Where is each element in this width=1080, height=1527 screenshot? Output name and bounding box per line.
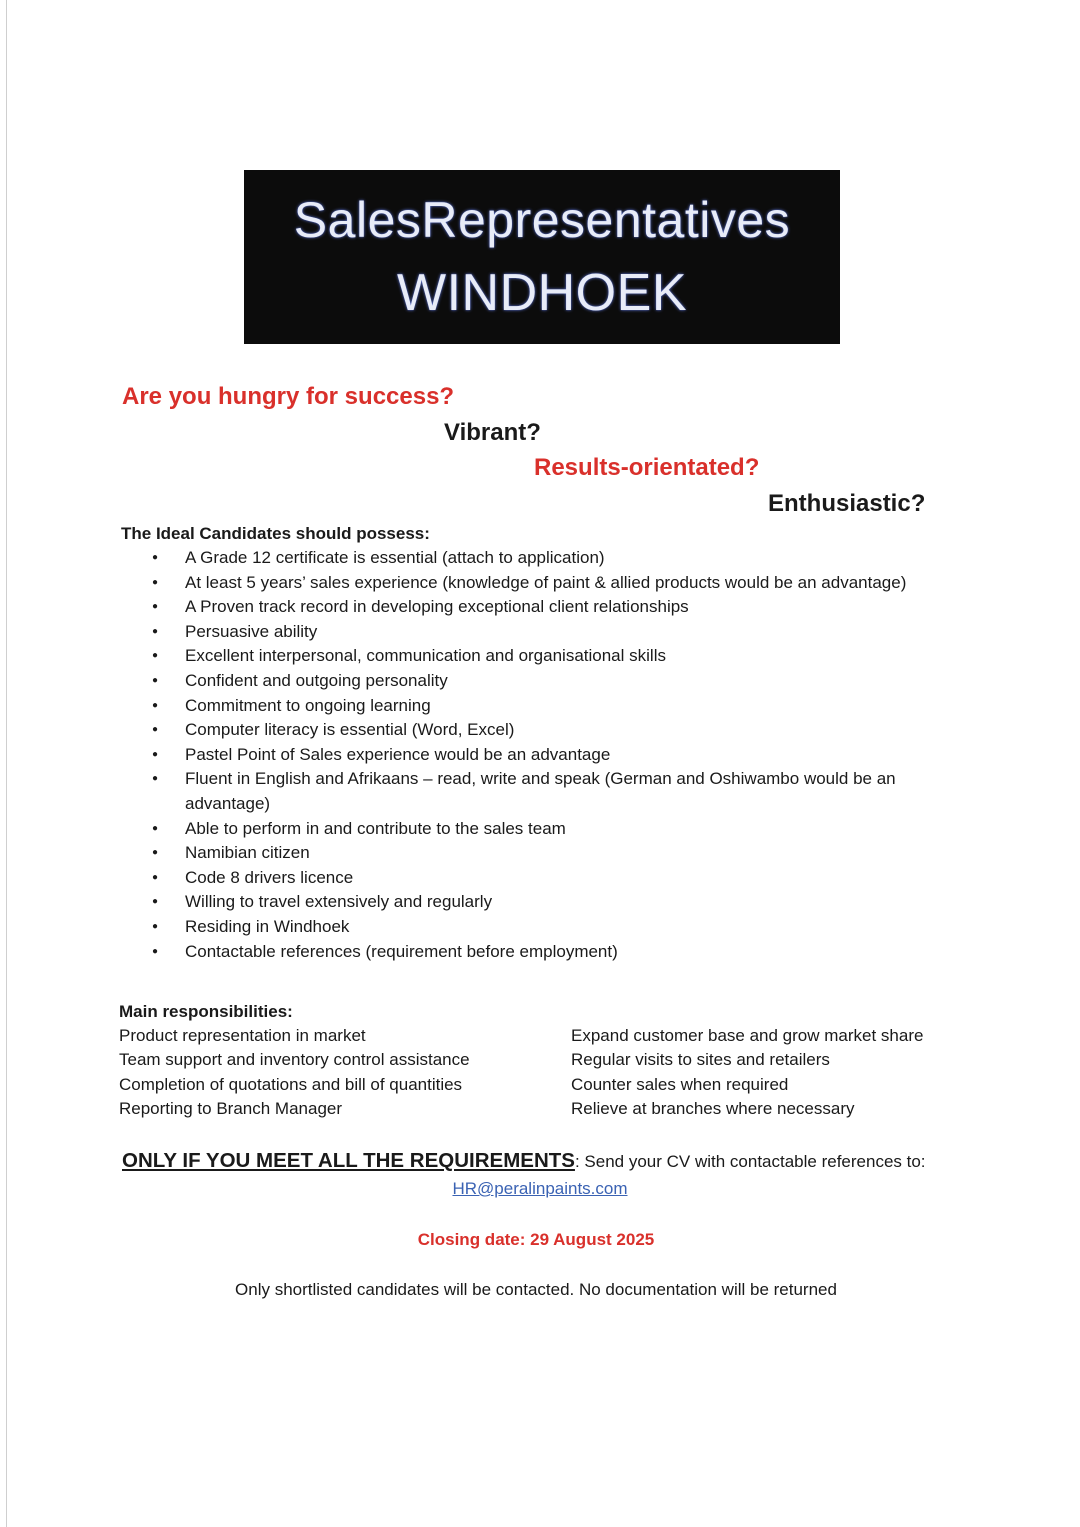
- application-instruction: [122, 1149, 926, 1173]
- list-item: ● Pastel Point of Sales experience would be an advantage: [150, 743, 970, 768]
- list-item: ● At least 5 years’ sales experience (knowledge of paint & allied products would be an advantage): [150, 571, 970, 596]
- title-banner: [244, 170, 840, 344]
- list-item: ● Commitment to ongoing learning: [150, 694, 970, 719]
- email-link[interactable]: HR@peralinpaints.com: [452, 1179, 628, 1198]
- list-item: ● Namibian citizen: [150, 841, 970, 866]
- list-item: Counter sales when required: [571, 1074, 789, 1094]
- requirements-heading: The Ideal Candidates should possess:: [121, 524, 430, 543]
- list-item: ● Code 8 drivers licence: [150, 866, 970, 891]
- list-item: ● Contactable references (requirement before employment): [150, 940, 970, 965]
- question-enthusiastic: Enthusiastic?: [768, 490, 926, 517]
- requirements-list: [150, 546, 970, 964]
- responsibilities-right-column: [571, 1024, 923, 1122]
- responsibilities-heading: Main responsibilities:: [119, 1002, 293, 1021]
- list-item: ● Willing to travel extensively and regularly: [150, 890, 970, 915]
- footer-note: Only shortlisted candidates will be contacted. No documentation will be returned: [235, 1280, 837, 1299]
- list-item: ● Excellent interpersonal, communication and organisational skills: [150, 644, 970, 669]
- question-hungry: Are you hungry for success?: [122, 383, 455, 410]
- list-item: ● A Proven track record in developing exceptional client relationships: [150, 595, 970, 620]
- list-item: ● Fluent in English and Afrikaans – read, write and speak (German and Oshiwambo would be an advantage): [150, 767, 970, 816]
- question-results: Results-orientated?: [534, 454, 760, 481]
- list-item: ● Persuasive ability: [150, 620, 970, 645]
- list-item: Product representation in market: [119, 1026, 366, 1045]
- list-item: ● Able to perform in and contribute to the sales team: [150, 817, 970, 842]
- list-item: Team support and inventory control assistance: [119, 1050, 470, 1070]
- list-item: ● Computer literacy is essential (Word, Excel): [150, 718, 970, 743]
- responsibilities-left-column: [119, 1024, 470, 1122]
- title-location: WINDHOEK: [397, 264, 687, 322]
- requirement-note: ONLY IF YOU MEET ALL THE REQUIREMENTS: [122, 1149, 575, 1172]
- list-item: Regular visits to sites and retailers: [571, 1050, 830, 1070]
- instruction-text: : Send your CV with contactable references to:: [574, 1152, 926, 1171]
- list-item: Completion of quotations and bill of quantities: [119, 1074, 463, 1094]
- list-item: Expand customer base and grow market share: [571, 1026, 924, 1045]
- title-job: SalesRepresentatives: [293, 192, 791, 248]
- list-item: ● Residing in Windhoek: [150, 915, 970, 940]
- list-item: Relieve at branches where necessary: [571, 1099, 855, 1119]
- closing-date: Closing date: 29 August 2025: [417, 1230, 655, 1249]
- question-vibrant: Vibrant?: [444, 419, 541, 446]
- list-item: ● Confident and outgoing personality: [150, 669, 970, 694]
- list-item: ● A Grade 12 certificate is essential (attach to application): [150, 546, 970, 571]
- list-item: Reporting to Branch Manager: [119, 1099, 343, 1119]
